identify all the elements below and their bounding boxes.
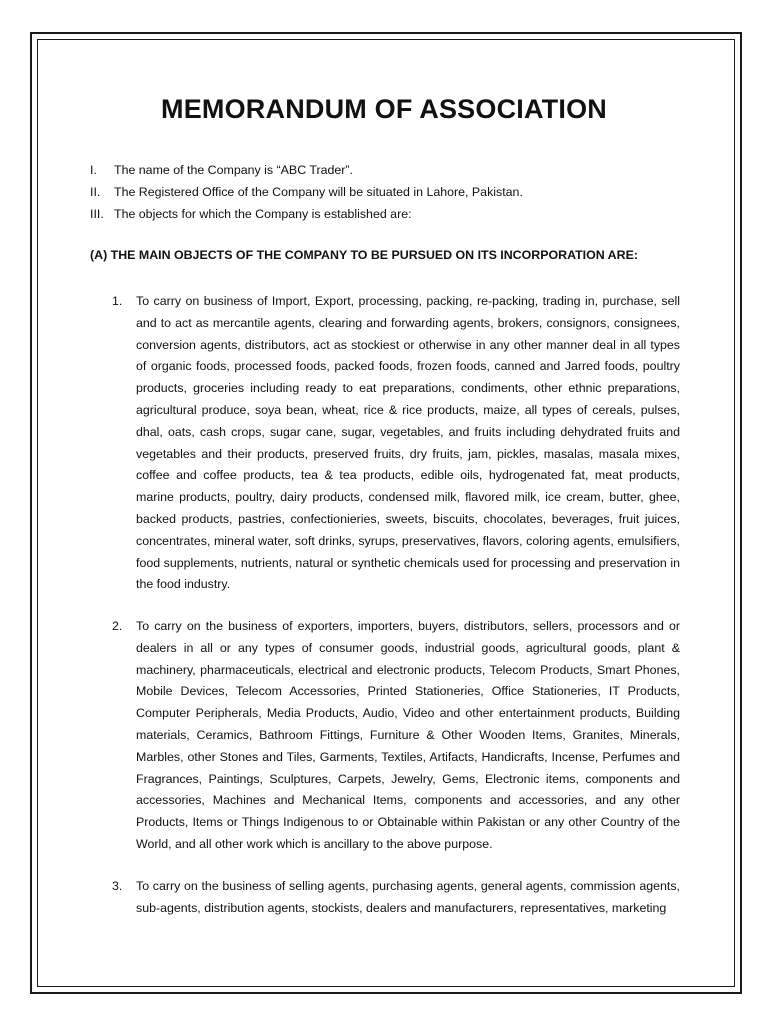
intro-item-number: III. bbox=[90, 206, 104, 221]
object-item-text: To carry on the business of selling agents, purchasing agents, general agents, commission agents, sub-agents, distribution agents, stockists, dealers and manufacturers, representatives, marketing bbox=[136, 879, 680, 915]
object-item bbox=[112, 616, 680, 856]
object-item-number: 2. bbox=[112, 619, 123, 633]
intro-item bbox=[90, 182, 690, 204]
intro-item-text: The objects for which the Company is established are: bbox=[114, 206, 412, 221]
intro-item bbox=[90, 160, 690, 182]
section-heading: (A) THE MAIN OBJECTS OF THE COMPANY TO BE PURSUED ON ITS INCORPORATION ARE: bbox=[90, 248, 638, 262]
intro-item-number: I. bbox=[90, 163, 97, 177]
object-item-number: 3. bbox=[112, 879, 123, 893]
intro-list bbox=[90, 160, 690, 225]
object-item bbox=[112, 876, 680, 920]
intro-item-text: The name of the Company is “ABC Trader”. bbox=[114, 163, 353, 177]
object-item bbox=[112, 291, 680, 596]
object-item-text: To carry on the business of exporters, importers, buyers, distributors, sellers, processors and or dealers in all or any types of consumer goods, industrial goods, agricultural goods, plant & machinery, pharmaceuticals, electrical and electronic products, Telecom Products, Smart Phones, Mobile Devices, Telecom Accessories, Printed Stationeries, Office Stationeries, IT Products, Computer Peripherals, Media Products, Audio, Video and other entertainment products, Building materials, Ceramics, Bathroom Fittings, Furniture & Other Wooden Items, Granites, Minerals, Marbles, other Stones and Tiles, Garments, Textiles, Artifacts, Handicrafts, Incense, Perfumes and Fragrances, Paintings, Sculptures, Carpets, Jewelry, Gems, Electronic items, components and accessories, Machines and Mechanical Items, components and accessories, and any other Products, Items or Things Indigenous to or Obtainable within Pakistan or any other Country of the World, and all other work which is ancillary to the above purpose. bbox=[136, 619, 680, 851]
intro-item-text: The Registered Office of the Company will be situated in Lahore, Pakistan. bbox=[114, 184, 523, 199]
intro-item bbox=[90, 204, 690, 226]
object-item-number: 1. bbox=[112, 294, 123, 308]
object-item-text: To carry on business of Import, Export, processing, packing, re-packing, trading in, purchase, sell and to act as mercantile agents, clearing and forwarding agents, brokers, consignors, consignees, conversion agents, distributors, act as stockiest or otherwise in any other manner deal in all types of organic foods, processed foods, packed foods, frozen foods, canned and Jarred foods, poultry products, groceries including ready to eat preparations, condiments, other ethnic preparations, agricultural produce, soya bean, wheat, rice & rice products, maize, all types of cereals, pulses, dhal, oats, cash crops, sugar cane, sugar, vegetables, and fruits including dehydrated fruits and vegetables and their products, preserved fruits, dry fruits, jam, pickles, masalas, masala mixes, coffee and coffee products, tea & tea products, edible oils, hydrogenated fat, meat products, marine products, poultry, dairy products, condensed milk, flavored milk, ice cream, butter, ghee, backed products, pastries, confectionieries, sweets, biscuits, chocolates, beverages, fruit juices, concentrates, mineral water, soft drinks, syrups, preservatives, flavors, coloring agents, emulsifiers, food supplements, nutrients, natural or synthetic chemicals used for processing and preservation in the food industry. bbox=[136, 294, 680, 592]
intro-item-number: II. bbox=[90, 184, 101, 199]
document-title: MEMORANDUM OF ASSOCIATION bbox=[161, 94, 607, 124]
